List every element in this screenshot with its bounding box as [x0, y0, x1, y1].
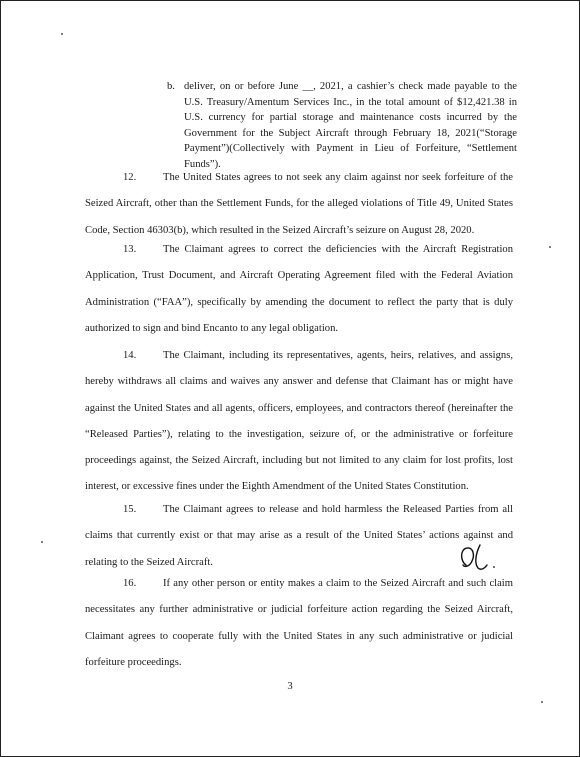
- paragraph-16: [85, 571, 513, 676]
- list-item-text: deliver, on or before June __, 2021, a cashier’s check made payable to the U.S. Treasury/Amentum Services Inc., in the total amount of $12,421.38 in U.S. currency for partial storage and maintenance costs incurred by the Government for the Subject Aircraft through February 18, 2021(“Storage Payment”)(Collectively with Payment in Lieu of Forfeiture, “Settlement Funds”).: [184, 81, 517, 170]
- scan-speck: [541, 701, 543, 703]
- paragraph-number: 15.: [123, 504, 137, 515]
- paragraph-text: The Claimant agrees to release and hold harmless the Released Parties from all claims that currently exist or that may arise as a result of the United States’ actions against and relating to the Seized Aircraft.: [85, 504, 513, 568]
- paragraph-number: 16.: [123, 578, 137, 589]
- scan-speck: [41, 541, 43, 543]
- paragraph-number: 13.: [123, 244, 137, 255]
- page-number: 3: [287, 681, 293, 692]
- list-item-b: [167, 79, 517, 173]
- paragraph-text: The Claimant, including its representatives, agents, heirs, relatives, and assigns, hereby withdraws all claims and waives any answer and defense that Claimant has or might have against the United States and all agents, officers, employees, and contractors thereof (hereinafter the “Released Parties”), relating to the investigation, seizure of, or the administrative or forfeiture proceedings against, the Seized Aircraft, including but not limited to any claim for lost profits, lost interest, or excessive fines under the Eighth Amendment of the United States Constitution.: [85, 350, 513, 493]
- handwritten-initials: [456, 541, 516, 575]
- paragraph-13: [85, 237, 513, 342]
- scan-speck: [549, 246, 551, 248]
- paragraph-12: [85, 165, 513, 244]
- paragraph-14: [85, 343, 513, 501]
- list-item-letter: b.: [167, 81, 175, 92]
- paragraph-text: The Claimant agrees to correct the deficiencies with the Aircraft Registration Application, Trust Document, and Aircraft Operating Agreement filed with the Federal Aviation Administration (“FAA”), specifically by amending the document to reflect the party that is duly authorized to sign and bind Encanto to any legal obligation.: [85, 244, 513, 334]
- scan-speck: [61, 33, 63, 35]
- paragraph-text: The United States agrees to not seek any claim against nor seek forfeiture of the Seized Aircraft, other than the Settlement Funds, for the alleged violations of Title 49, United States Code, Section 46303(b), which resulted in the Seized Aircraft’s seizure on August 28, 2020.: [85, 172, 513, 236]
- paragraph-number: 12.: [123, 172, 137, 183]
- paragraph-15: [85, 497, 513, 576]
- paragraph-number: 14.: [123, 350, 137, 361]
- paragraph-text: If any other person or entity makes a claim to the Seized Aircraft and such claim necessitates any further administrative or judicial forfeiture action regarding the Seized Aircraft, Claimant agrees to cooperate fully with the United States in any such administrative or judicial forfeiture proceedings.: [85, 578, 513, 668]
